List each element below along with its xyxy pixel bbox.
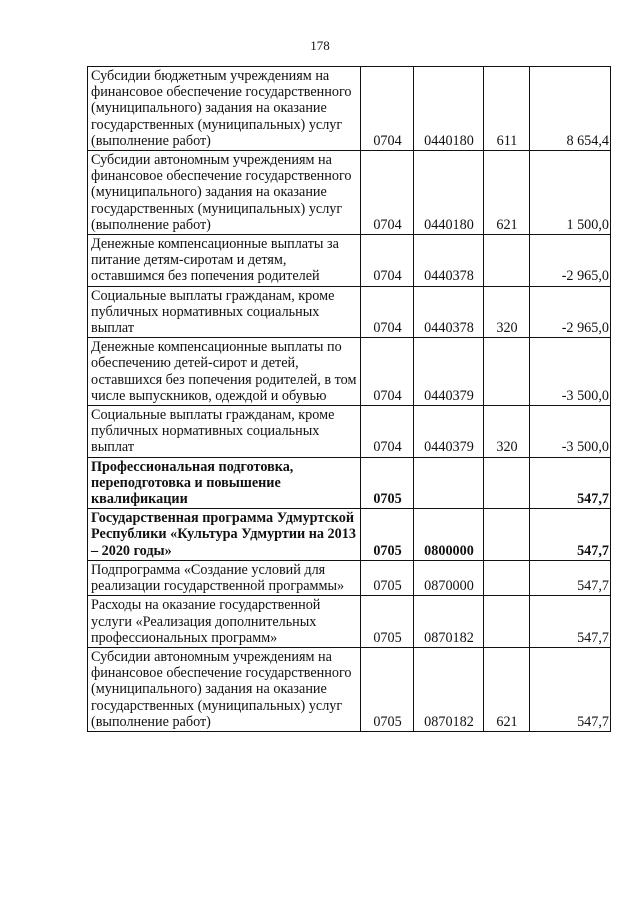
expense-type-code [484,560,530,595]
table-row [88,647,611,731]
target-article-code: 0870182 [414,596,484,648]
expense-type-code: 621 [484,647,530,731]
section-code: 0704 [361,235,414,287]
expense-type-code: 320 [484,406,530,458]
table-row [88,596,611,648]
table-row [88,457,611,509]
section-code: 0704 [361,151,414,235]
expense-name: Расходы на оказание государственной услуги «Реализация дополнительных профессиональных программ» [88,596,361,648]
page-number: 178 [310,38,330,53]
section-code: 0705 [361,596,414,648]
table-row [88,560,611,595]
expense-type-code: 611 [484,67,530,151]
expense-type-code: 621 [484,151,530,235]
target-article-code: 0440378 [414,235,484,287]
table-row [88,406,611,458]
table-row [88,235,611,287]
amount: -3 500,0 [530,406,611,458]
section-code: 0705 [361,457,414,509]
expense-name: Профессиональная подготовка, переподготовка и повышение квалификации [88,457,361,509]
table-row [88,509,611,561]
target-article-code: 0440180 [414,67,484,151]
amount: -2 965,0 [530,286,611,338]
amount: 547,7 [530,647,611,731]
table-row [88,67,611,151]
section-code: 0704 [361,338,414,406]
expense-name: Подпрограмма «Создание условий для реализации государственной программы» [88,560,361,595]
expense-name: Субсидии бюджетным учреждениям на финансовое обеспечение государственного (муниципального) задания на оказание государственных (муниципальных) услуг (выполнение работ) [88,67,361,151]
amount: -3 500,0 [530,338,611,406]
expense-type-code [484,338,530,406]
amount: 547,7 [530,560,611,595]
section-code: 0705 [361,509,414,561]
expense-type-code [484,509,530,561]
section-code: 0704 [361,67,414,151]
target-article-code: 0800000 [414,509,484,561]
target-article-code [414,457,484,509]
expense-type-code [484,457,530,509]
amount: -2 965,0 [530,235,611,287]
expense-type-code [484,596,530,648]
target-article-code: 0440378 [414,286,484,338]
expense-name: Денежные компенсационные выплаты по обеспечению детей-сирот и детей, оставшихся без попечения родителей, в том числе выпускников, одеждой и обувью [88,338,361,406]
expense-name: Субсидии автономным учреждениям на финансовое обеспечение государственного (муниципального) задания на оказание государственных (муниципальных) услуг (выполнение работ) [88,151,361,235]
section-code: 0705 [361,647,414,731]
target-article-code: 0440379 [414,406,484,458]
section-code: 0704 [361,406,414,458]
target-article-code: 0870000 [414,560,484,595]
expense-type-code [484,235,530,287]
table-row [88,151,611,235]
target-article-code: 0440379 [414,338,484,406]
expense-name: Денежные компенсационные выплаты за питание детям-сиротам и детям, оставшимся без попечения родителей [88,235,361,287]
amount: 547,7 [530,509,611,561]
expense-name: Государственная программа Удмуртской Республики «Культура Удмуртии на 2013 – 2020 годы» [88,509,361,561]
expense-name: Субсидии автономным учреждениям на финансовое обеспечение государственного (муниципального) задания на оказание государственных (муниципальных) услуг (выполнение работ) [88,647,361,731]
expense-name: Социальные выплаты гражданам, кроме публичных нормативных социальных выплат [88,406,361,458]
target-article-code: 0870182 [414,647,484,731]
budget-table-body [88,67,611,732]
amount: 8 654,4 [530,67,611,151]
expense-type-code: 320 [484,286,530,338]
budget-table [87,66,611,732]
table-row [88,338,611,406]
amount: 547,7 [530,457,611,509]
amount: 547,7 [530,596,611,648]
section-code: 0705 [361,560,414,595]
expense-name: Социальные выплаты гражданам, кроме публичных нормативных социальных выплат [88,286,361,338]
amount: 1 500,0 [530,151,611,235]
table-row [88,286,611,338]
section-code: 0704 [361,286,414,338]
target-article-code: 0440180 [414,151,484,235]
